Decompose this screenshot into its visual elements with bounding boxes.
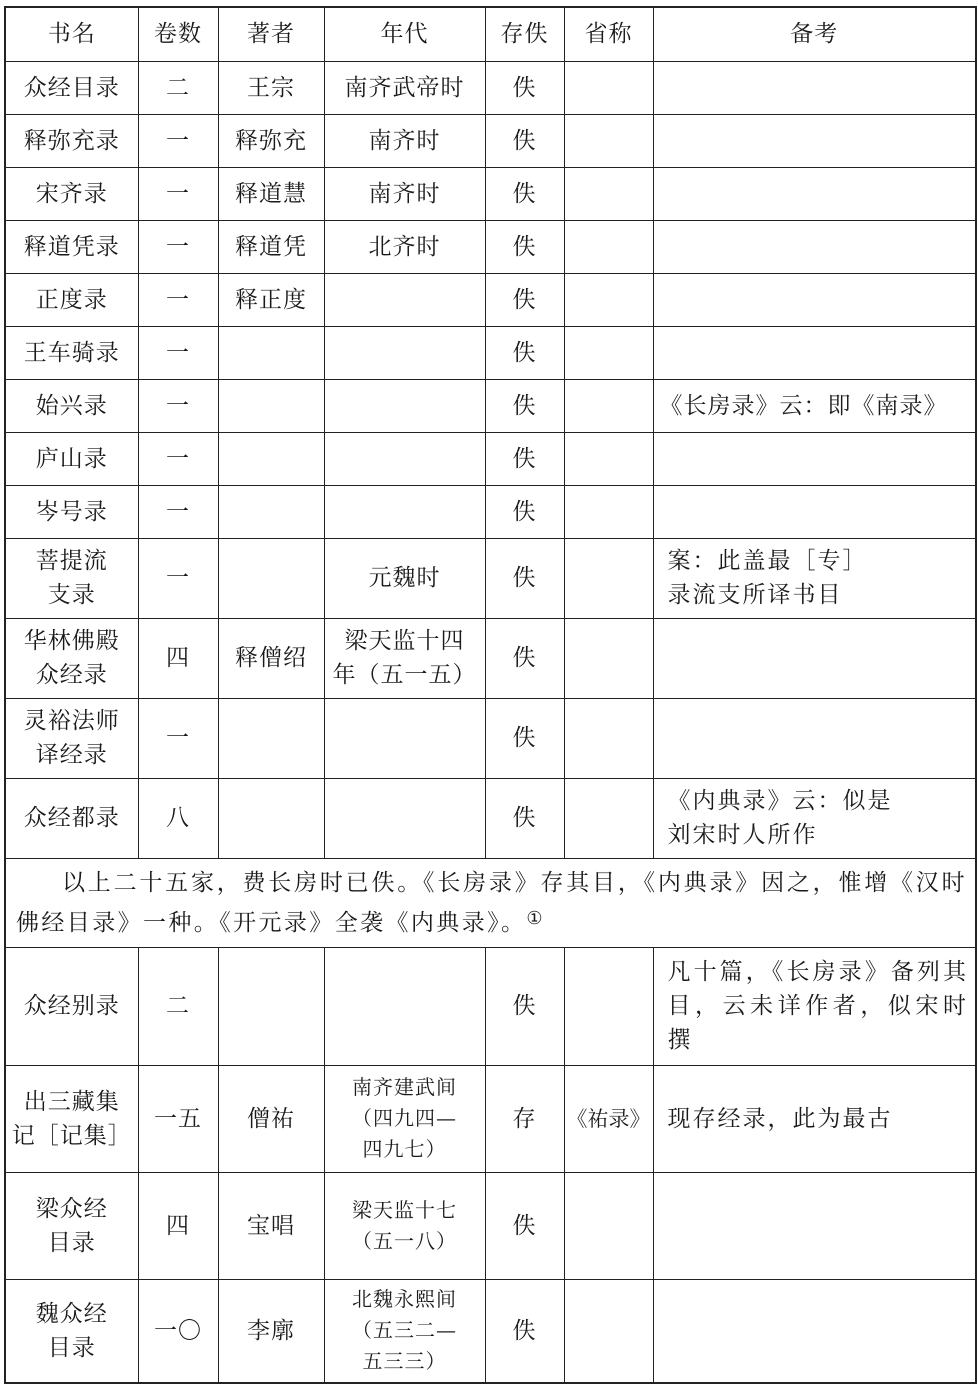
cell-volumes: 一 [138, 273, 218, 326]
cell-status: 佚 [485, 273, 564, 326]
cell-volumes: 一 [138, 167, 218, 220]
cell-abbreviation [564, 432, 653, 485]
summary-paragraph [5, 858, 976, 947]
cell-volumes: 一 [138, 326, 218, 379]
cell-volumes: 一〇 [138, 1279, 218, 1383]
cell-era [324, 947, 485, 1065]
cell-author: 僧祐 [218, 1065, 324, 1172]
header-notes: 备考 [653, 7, 976, 61]
cell-era [324, 273, 485, 326]
cell-notes: 《长房录》云：即《南录》 [653, 379, 976, 432]
table-row [5, 538, 976, 618]
cell-author [218, 326, 324, 379]
cell-abbreviation [564, 379, 653, 432]
cell-title: 释道凭录 [5, 220, 138, 273]
cell-title: 众经都录 [5, 778, 138, 858]
cell-author: 释正度 [218, 273, 324, 326]
cell-abbreviation: 《祐录》 [564, 1065, 653, 1172]
cell-title: 庐山录 [5, 432, 138, 485]
table-row [5, 432, 976, 485]
cell-author [218, 432, 324, 485]
cell-status: 佚 [485, 485, 564, 538]
table-row [5, 947, 976, 1065]
table-row [5, 485, 976, 538]
cell-title: 魏众经 目录 [5, 1279, 138, 1383]
cell-title: 华林佛殿 众经录 [5, 618, 138, 698]
cell-title: 正度录 [5, 273, 138, 326]
cell-author [218, 698, 324, 778]
cell-volumes: 一 [138, 538, 218, 618]
cell-notes: 案：此盖最［专］ 录流支所译书目 [653, 538, 976, 618]
cell-era [324, 485, 485, 538]
cell-author: 李廓 [218, 1279, 324, 1383]
cell-status: 佚 [485, 778, 564, 858]
cell-notes [653, 273, 976, 326]
cell-status: 佚 [485, 1279, 564, 1383]
cell-notes [653, 61, 976, 114]
table-row [5, 167, 976, 220]
cell-era: 北齐时 [324, 220, 485, 273]
cell-abbreviation [564, 1172, 653, 1279]
cell-volumes: 八 [138, 778, 218, 858]
cell-status: 佚 [485, 538, 564, 618]
cell-era [324, 326, 485, 379]
cell-abbreviation [564, 326, 653, 379]
cell-status: 佚 [485, 167, 564, 220]
cell-title: 众经目录 [5, 61, 138, 114]
cell-title: 始兴录 [5, 379, 138, 432]
cell-title: 梁众经 目录 [5, 1172, 138, 1279]
table-row [5, 1172, 976, 1279]
cell-notes [653, 485, 976, 538]
cell-volumes: 二 [138, 61, 218, 114]
cell-abbreviation [564, 61, 653, 114]
cell-era: 南齐时 [324, 167, 485, 220]
cell-notes [653, 618, 976, 698]
cell-volumes: 一 [138, 379, 218, 432]
cell-notes [653, 326, 976, 379]
cell-status: 佚 [485, 114, 564, 167]
cell-notes [653, 167, 976, 220]
cell-status: 存 [485, 1065, 564, 1172]
cell-abbreviation [564, 220, 653, 273]
cell-volumes: 四 [138, 618, 218, 698]
cell-status: 佚 [485, 698, 564, 778]
cell-era [324, 698, 485, 778]
cell-author: 释弥充 [218, 114, 324, 167]
header-abbreviation: 省称 [564, 7, 653, 61]
cell-volumes: 二 [138, 947, 218, 1065]
table-row [5, 698, 976, 778]
cell-title: 菩提流 支录 [5, 538, 138, 618]
cell-author: 王宗 [218, 61, 324, 114]
cell-notes: 凡十篇，《长房录》备列其目，云未详作者，似宋时撰 [653, 947, 976, 1065]
cell-author [218, 947, 324, 1065]
cell-author [218, 538, 324, 618]
cell-notes [653, 1279, 976, 1383]
summary-row [5, 858, 976, 947]
cell-era: 北魏永熙间 （五三二— 五三三） [324, 1279, 485, 1383]
cell-title: 出三藏集 记［记集］ [5, 1065, 138, 1172]
cell-volumes: 一 [138, 220, 218, 273]
cell-author: 释道慧 [218, 167, 324, 220]
cell-title: 释弥充录 [5, 114, 138, 167]
cell-abbreviation [564, 1279, 653, 1383]
cell-era: 南齐建武间 （四九四— 四九七） [324, 1065, 485, 1172]
cell-notes [653, 114, 976, 167]
cell-volumes: 四 [138, 1172, 218, 1279]
header-row [5, 7, 976, 61]
header-era: 年代 [324, 7, 485, 61]
footnote-marker: ① [526, 907, 543, 929]
cell-title: 王车骑录 [5, 326, 138, 379]
cell-abbreviation [564, 114, 653, 167]
cell-title: 灵裕法师 译经录 [5, 698, 138, 778]
cell-abbreviation [564, 947, 653, 1065]
cell-status: 佚 [485, 61, 564, 114]
cell-era: 梁天监十四 年（五一五） [324, 618, 485, 698]
cell-notes: 现存经录，此为最古 [653, 1065, 976, 1172]
cell-author [218, 778, 324, 858]
cell-abbreviation [564, 618, 653, 698]
cell-title: 众经别录 [5, 947, 138, 1065]
cell-abbreviation [564, 485, 653, 538]
table-row [5, 778, 976, 858]
table-row [5, 379, 976, 432]
cell-author [218, 379, 324, 432]
cell-abbreviation [564, 698, 653, 778]
header-volumes: 卷数 [138, 7, 218, 61]
summary-text: 以上二十五家，费长房时已佚。《长房录》存其目，《内典录》因之，惟增《汉时佛经目录》一种。《开元录》全袭《内典录》。 [16, 869, 967, 936]
cell-volumes: 一 [138, 432, 218, 485]
cell-era: 南齐时 [324, 114, 485, 167]
header-author: 著者 [218, 7, 324, 61]
cell-status: 佚 [485, 618, 564, 698]
cell-volumes: 一 [138, 114, 218, 167]
cell-status: 佚 [485, 379, 564, 432]
cell-notes: 《内典录》云：似是 刘宋时人所作 [653, 778, 976, 858]
cell-notes [653, 220, 976, 273]
cell-title: 宋齐录 [5, 167, 138, 220]
cell-title: 岑号录 [5, 485, 138, 538]
cell-notes [653, 432, 976, 485]
cell-era: 梁天监十七 （五一八） [324, 1172, 485, 1279]
table-row [5, 1065, 976, 1172]
cell-abbreviation [564, 778, 653, 858]
cell-status: 佚 [485, 432, 564, 485]
table-row [5, 220, 976, 273]
cell-volumes: 一 [138, 698, 218, 778]
cell-status: 佚 [485, 1172, 564, 1279]
cell-era [324, 778, 485, 858]
cell-abbreviation [564, 538, 653, 618]
cell-status: 佚 [485, 326, 564, 379]
cell-era [324, 379, 485, 432]
table-row [5, 273, 976, 326]
table-row [5, 326, 976, 379]
table-row [5, 1279, 976, 1383]
cell-era [324, 432, 485, 485]
cell-notes [653, 1172, 976, 1279]
cell-era: 元魏时 [324, 538, 485, 618]
cell-author: 宝唱 [218, 1172, 324, 1279]
catalog-table [4, 6, 977, 1384]
cell-abbreviation [564, 273, 653, 326]
cell-author: 释僧绍 [218, 618, 324, 698]
header-status: 存佚 [485, 7, 564, 61]
cell-volumes: 一五 [138, 1065, 218, 1172]
cell-abbreviation [564, 167, 653, 220]
cell-era: 南齐武帝时 [324, 61, 485, 114]
cell-author: 释道凭 [218, 220, 324, 273]
cell-status: 佚 [485, 220, 564, 273]
table-row [5, 114, 976, 167]
table-row [5, 618, 976, 698]
cell-volumes: 一 [138, 485, 218, 538]
cell-status: 佚 [485, 947, 564, 1065]
cell-author [218, 485, 324, 538]
cell-notes [653, 698, 976, 778]
table-row [5, 61, 976, 114]
header-title: 书名 [5, 7, 138, 61]
